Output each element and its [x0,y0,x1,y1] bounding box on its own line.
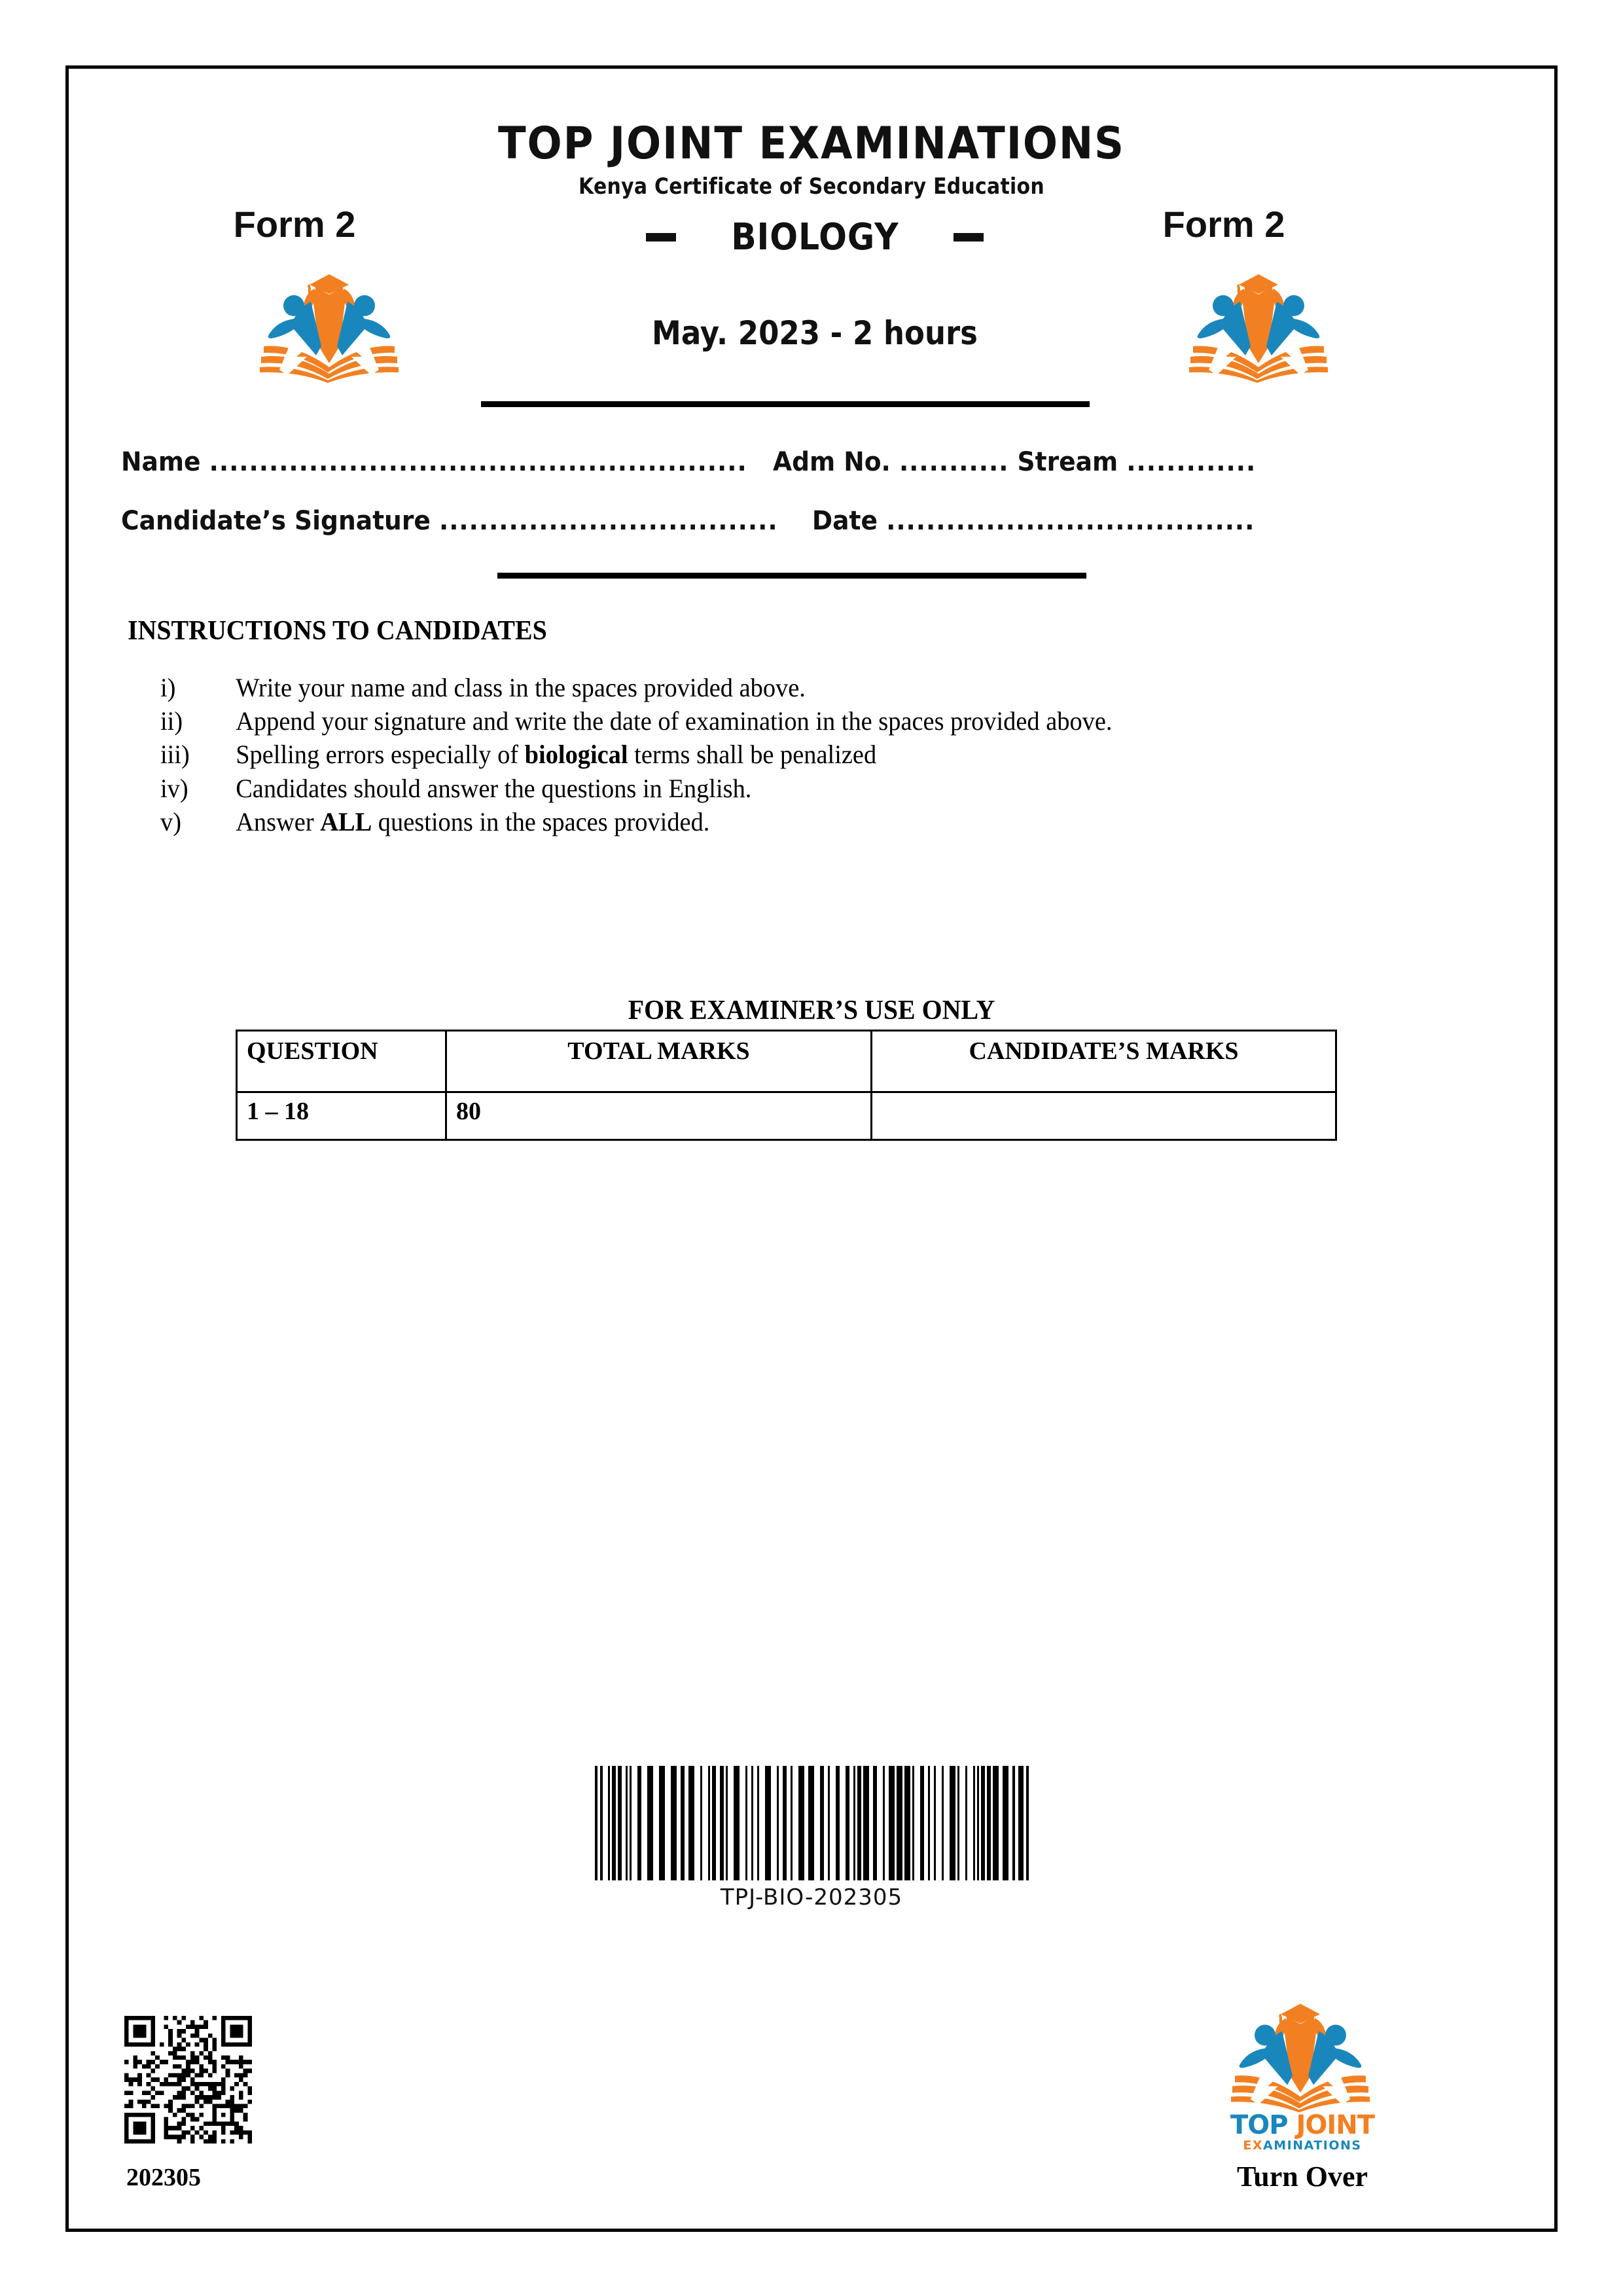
list-item [160,671,1448,704]
organization-logo-icon-right [1180,265,1337,383]
instruction-number: iv) [160,773,188,803]
paper-code-label: 202305 [126,2164,201,2191]
logo-wordmark [1191,2112,1414,2152]
instruction-number: ii) [160,706,183,736]
exam-paper-page [65,65,1558,2232]
list-item [160,704,1448,738]
header-rule-bottom [497,573,1086,579]
date-label: Date [812,506,878,536]
signature-label: Candidate’s Signature [121,506,431,536]
subject-row [435,216,1194,259]
column-header-question: QUESTION [237,1031,446,1092]
instruction-number: v) [160,806,181,836]
candidate-details [121,447,1495,536]
list-item [160,772,1448,805]
instruction-text: Spelling errors especially of biological terms shall be penalized [236,740,877,770]
exam-datetime: May. 2023 - 2 hours [652,314,978,352]
instructions-heading: INSTRUCTIONS TO CANDIDATES [128,616,547,646]
adm-no-label: Adm No. [772,447,891,477]
subject-name: BIOLOGY [730,216,899,259]
stream-label: Stream [1017,447,1118,477]
dash-left-icon [646,233,676,242]
candidate-identity-row [121,447,1413,477]
form-level-right: Form 2 [1162,204,1285,245]
instruction-text: Append your signature and write the date of examination in the spaces provided above. [236,706,1113,736]
certificate-subtitle: Kenya Certificate of Secondary Education [579,173,1044,200]
form-level-left: Form 2 [233,204,356,245]
examiner-marks-table [236,1030,1337,1141]
barcode-image [595,1766,1029,1880]
column-header-total-marks: TOTAL MARKS [446,1031,872,1092]
logo-word-joint: JOINT [1296,2110,1375,2140]
stream-input[interactable]: ............. [1126,447,1257,477]
logo-wordmark-sub [1191,2140,1414,2152]
instruction-number: iii) [160,740,190,770]
adm-no-input[interactable]: ........... [899,447,1009,477]
page-title: TOP JOINT EXAMINATIONS [498,118,1125,170]
date-input[interactable]: ..................................... [886,506,1255,536]
qr-code-image [124,2016,252,2144]
header-rule-top [481,401,1090,407]
qr-code-block [124,2016,252,2144]
instruction-text: Answer ALL questions in the spaces provided. [236,806,710,836]
barcode-label: TPJ-BIO-202305 [720,1884,903,1910]
list-item [160,805,1448,838]
cell-candidate-marks[interactable] [872,1092,1336,1140]
examiner-section-heading: FOR EXAMINER’S USE ONLY [628,996,995,1026]
cell-question-range: 1 – 18 [237,1092,446,1140]
column-header-candidate-marks: CANDIDATE’S MARKS [872,1031,1336,1092]
table-row [237,1092,1336,1140]
logo-wordmark-main [1191,2112,1414,2138]
cell-total-marks: 80 [446,1092,872,1140]
candidate-signature-row [121,506,1413,536]
name-input[interactable]: ...................................................... [209,447,747,477]
instruction-number: i) [160,673,176,702]
signature-input[interactable]: .................................. [438,506,778,536]
instruction-text: Candidates should answer the questions in English. [236,773,752,803]
instruction-text: Write your name and class in the spaces provided above. [236,673,806,702]
organization-logo-icon-left [251,265,408,383]
logo-sub-ex: EX [1243,2138,1264,2153]
table-header-row [237,1031,1336,1092]
logo-sub-rest: AMINATIONS [1263,2138,1362,2153]
name-label: Name [121,447,201,477]
list-item [160,738,1448,771]
turn-over-label: Turn Over [1236,2161,1368,2193]
dash-right-icon [954,233,984,242]
barcode-block [69,1757,1554,1910]
instructions-list [160,671,1502,838]
logo-word-top: TOP [1230,2110,1288,2140]
organization-logo-icon-footer [1222,1993,1379,2114]
